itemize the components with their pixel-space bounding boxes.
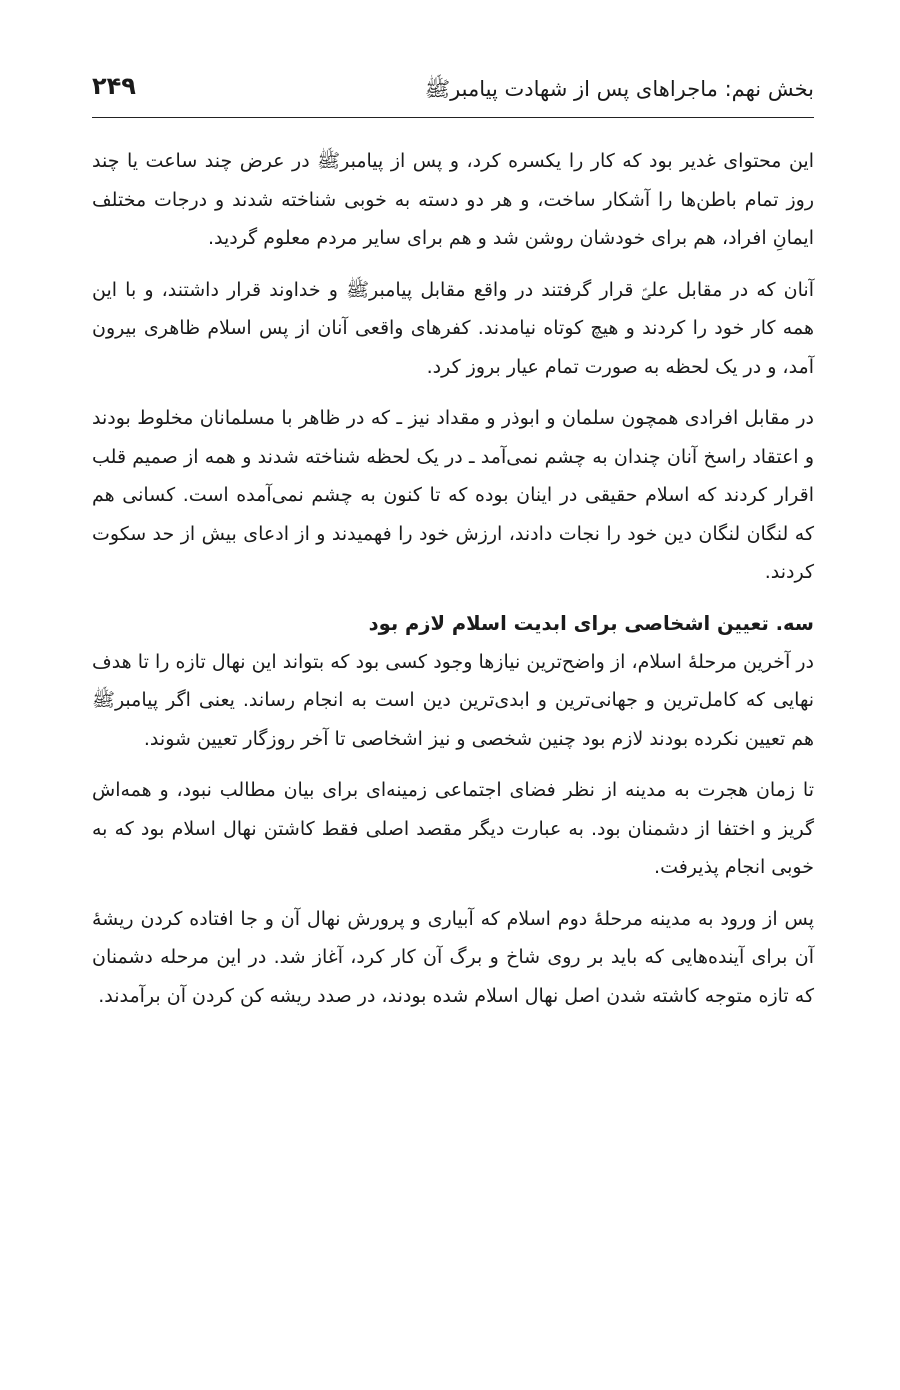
page-number: ۲۴۹ bbox=[92, 72, 136, 100]
chapter-title: بخش نهم: ماجراهای پس از شهادت پیامبرﷺ bbox=[424, 77, 814, 101]
book-page bbox=[92, 0, 814, 1390]
paragraph-1: این محتوای غدیر بود که کار را یکسره کرد، و پس از پیامبرﷺ در عرض چند ساعت یا چند روز تمام باطن‌ها را آشکار ساخت، و هر دو دسته به خوبی شناخته شدند و درجات مختلف ایمانِ افراد، هم برای خودشان روشن شد و هم برای سایر مردم معلوم گردید. bbox=[92, 150, 814, 249]
body-text bbox=[92, 142, 814, 1028]
section-heading: سه. تعیین اشخاصی برای ابدیت اسلام لازم بود bbox=[368, 611, 814, 635]
paragraph-6: پس از ورود به مدینه مرحلهٔ دوم اسلام که آبیاری و پرورش نهال آن و جا افتاده کردن ریشهٔ آن برای آینده‌هایی که باید بر روی شاخ و برگ آن کار کرد، آغاز شد. در این مرحله دشمنان که تازه متوجه کاشته شدن اصل نهال اسلام شده بودند، در صدد ریشه کن کردن آن برآمدند. bbox=[92, 907, 814, 1007]
paragraph-3: در مقابل افرادی همچون سلمان و ابوذر و مقداد نیز ـ که در ظاهر با مسلمانان مخلوط بودند و اعتقاد راسخ آنان چندان به چشم نمی‌آمد ـ در یک لحظه شناخته شدند و همه از صمیم قلب اقرار کردند که اسلام حقیقی در اینان بوده که تا کنون به چشم نمی‌آمده است. کسانی هم که لنگان لنگان دین خود را نجات دادند، ارزش خود را فهمیدند و از ادعای بیش از حد سکوت کردند. bbox=[92, 407, 814, 583]
running-header bbox=[92, 68, 814, 108]
paragraph-5: تا زمان هجرت به مدینه از نظر فضای اجتماعی زمینه‌ای برای بیان مطالب نبود، و همه‌اش گریز و اختفا از دشمنان بود. به عبارت دیگر مقصد اصلی فقط کاشتن نهال اسلام بود که به خوبی انجام پذیرفت. bbox=[92, 779, 814, 878]
header-rule bbox=[92, 117, 814, 118]
paragraph-4: در آخرین مرحلهٔ اسلام، از واضح‌ترین نیازها وجود کسی بود که بتواند این نهال تازه را تا هدف نهایی که کامل‌ترین و جهانی‌ترین و ابدی‌ترین دین است به انجام رساند. یعنی اگر پیامبرﷺ هم تعیین نکرده بودند لازم بود چنین شخصی و نیز اشخاصی تا آخر روزگار تعیین شوند. bbox=[92, 650, 814, 750]
paragraph-2: آنان که در مقابل علیؑ قرار گرفتند در واقع مقابل پیامبرﷺ و خداوند قرار داشتند، و با این همه کار خود را کردند و هیچ کوتاه نیامدند. کفرهای واقعی آنان از پس اسلام ظاهری بیرون آمد، و در یک لحظه به صورت تمام عیار بروز کرد. bbox=[92, 278, 814, 378]
